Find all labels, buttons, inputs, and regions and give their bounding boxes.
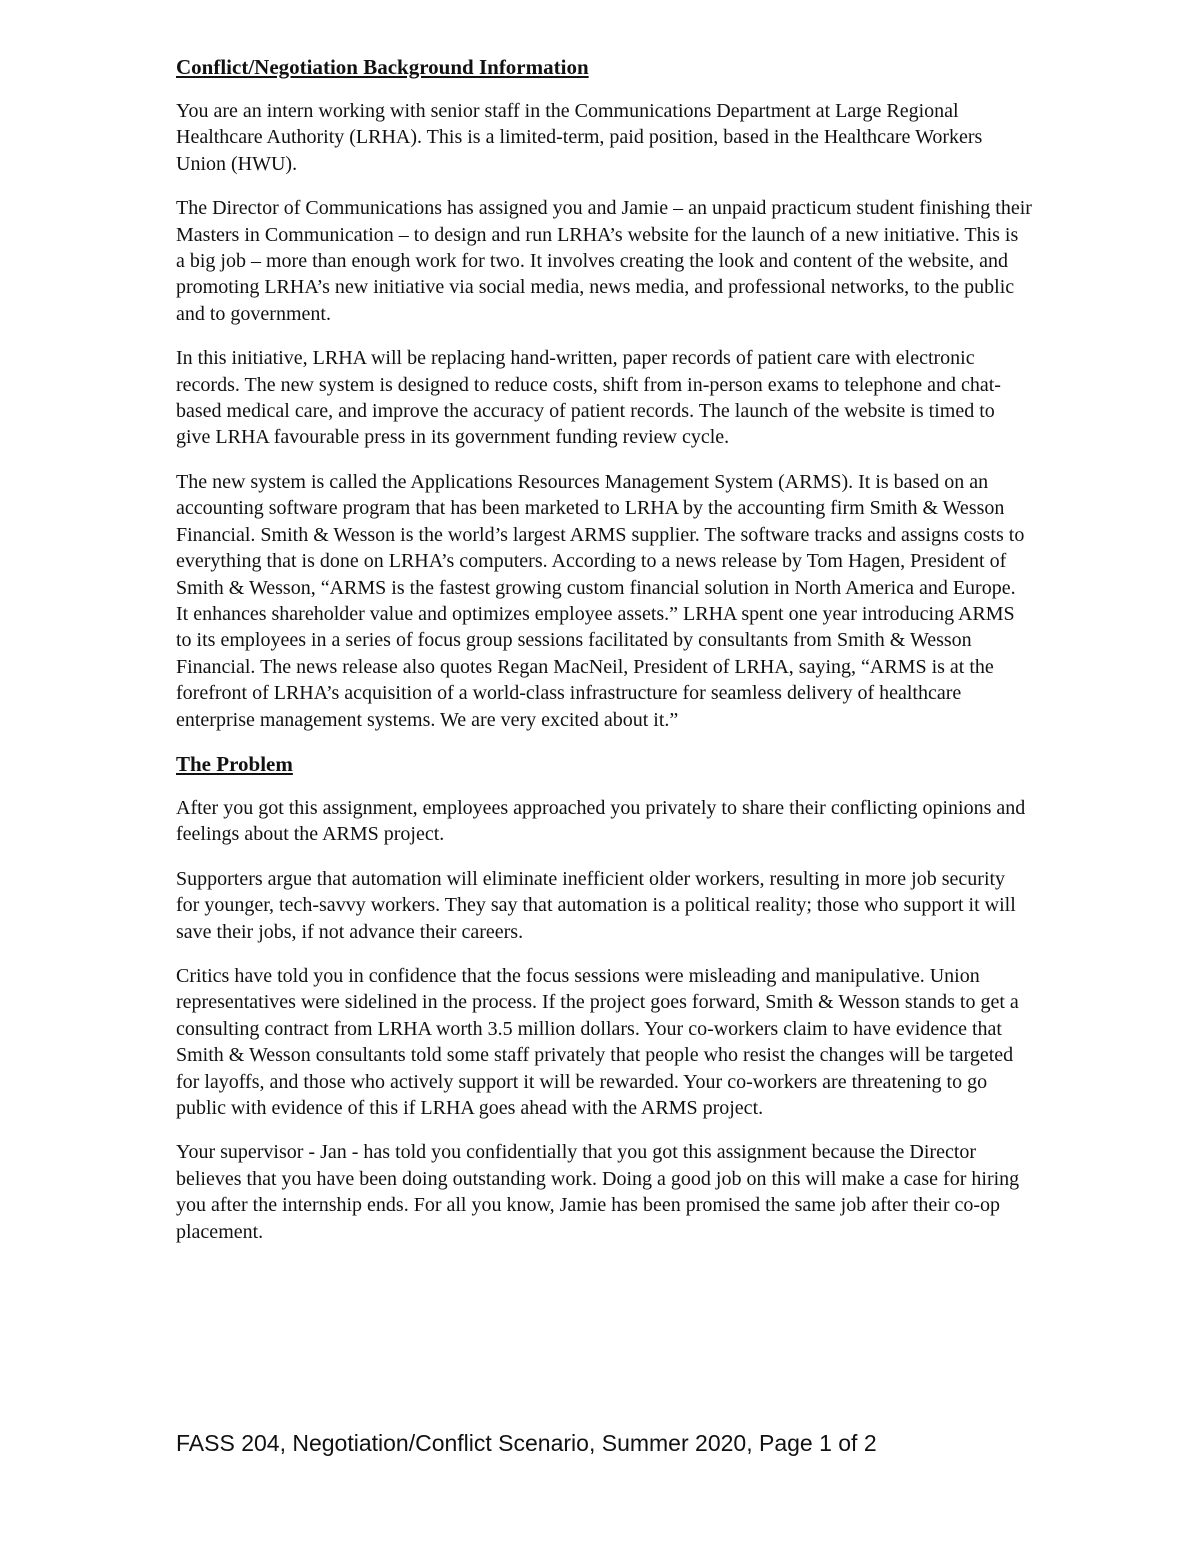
paragraph-critics: Critics have told you in confidence that the focus sessions were misleading and manipulative. Union representatives were sidelined in the process. If the project goes forward, Smith & Wesson stands to get a consulting contract from LRHA worth 3.5 million dollars. Your co-workers claim to have evidence that Smith & Wesson consultants told some staff privately that people who resist the changes will be targeted for layoffs, and those who actively support it will be rewarded. Your co-workers are threatening to go public with evidence of this if LRHA goes ahead with the ARMS project. bbox=[176, 964, 1019, 1119]
paragraph-assignment: The Director of Communications has assigned you and Jamie – an unpaid practicum student finishing their Masters in Communication – to design and run LRHA’s website for the launch of a new initiative. This is a big job – more than enough work for two. It involves creating the look and content of the website, and promoting LRHA’s new initiative via social media, news media, and professional networks, to the public and to government. bbox=[176, 197, 1032, 325]
paragraph-supervisor: Your supervisor - Jan - has told you confidentially that you got this assignment because the Director believes that you have been doing outstanding work. Doing a good job on this will make a case for hiring you after the internship ends. For all you know, Jamie has been promised the same job after their co-op placement. bbox=[176, 1141, 1020, 1243]
section-heading-background: Conflict/Negotiation Background Information bbox=[176, 55, 589, 79]
page-footer: FASS 204, Negotiation/Conflict Scenario, Summer 2020, Page 1 of 2 bbox=[176, 1430, 877, 1456]
paragraph-initiative: In this initiative, LRHA will be replacing hand-written, paper records of patient care with electronic records. The new system is designed to reduce costs, shift from in-person exams to telephone and chat-based medical care, and improve the accuracy of patient records. The launch of the website is timed to give LRHA favourable press in its government funding review cycle. bbox=[176, 347, 1001, 449]
paragraph-intern-role: You are an intern working with senior staff in the Communications Department at Large Regional Healthcare Authority (LRHA). This is a limited-term, paid position, based in the Healthcare Workers Union (HWU). bbox=[176, 100, 983, 175]
document-page bbox=[176, 54, 1032, 1263]
paragraph-arms-system: The new system is called the Applications Resources Management System (ARMS). It is based on an accounting software program that has been marketed to LRHA by the accounting firm Smith & Wesson Financial. Smith & Wesson is the world’s largest ARMS supplier. The software tracks and assigns costs to everything that is done on LRHA’s computers. According to a news release by Tom Hagen, President of Smith & Wesson, “ARMS is the fastest growing custom financial solution in North America and Europe. It enhances shareholder value and optimizes employee assets.” LRHA spent one year introducing ARMS to its employees in a series of focus group sessions facilitated by consultants from Smith & Wesson Financial. The news release also quotes Regan MacNeil, President of LRHA, saying, “ARMS is at the forefront of LRHA’s acquisition of a world-class infrastructure for seamless delivery of healthcare enterprise management systems. We are very excited about it.” bbox=[176, 470, 1025, 731]
paragraph-supporters: Supporters argue that automation will eliminate inefficient older workers, resulting in more job security for younger, tech-savvy workers. They say that automation is a political reality; those who support it will save their jobs, if not advance their careers. bbox=[176, 867, 1016, 943]
paragraph-employees-approach: After you got this assignment, employees approached you privately to share their conflicting opinions and feelings about the ARMS project. bbox=[176, 796, 1026, 846]
section-heading-problem: The Problem bbox=[176, 751, 293, 776]
